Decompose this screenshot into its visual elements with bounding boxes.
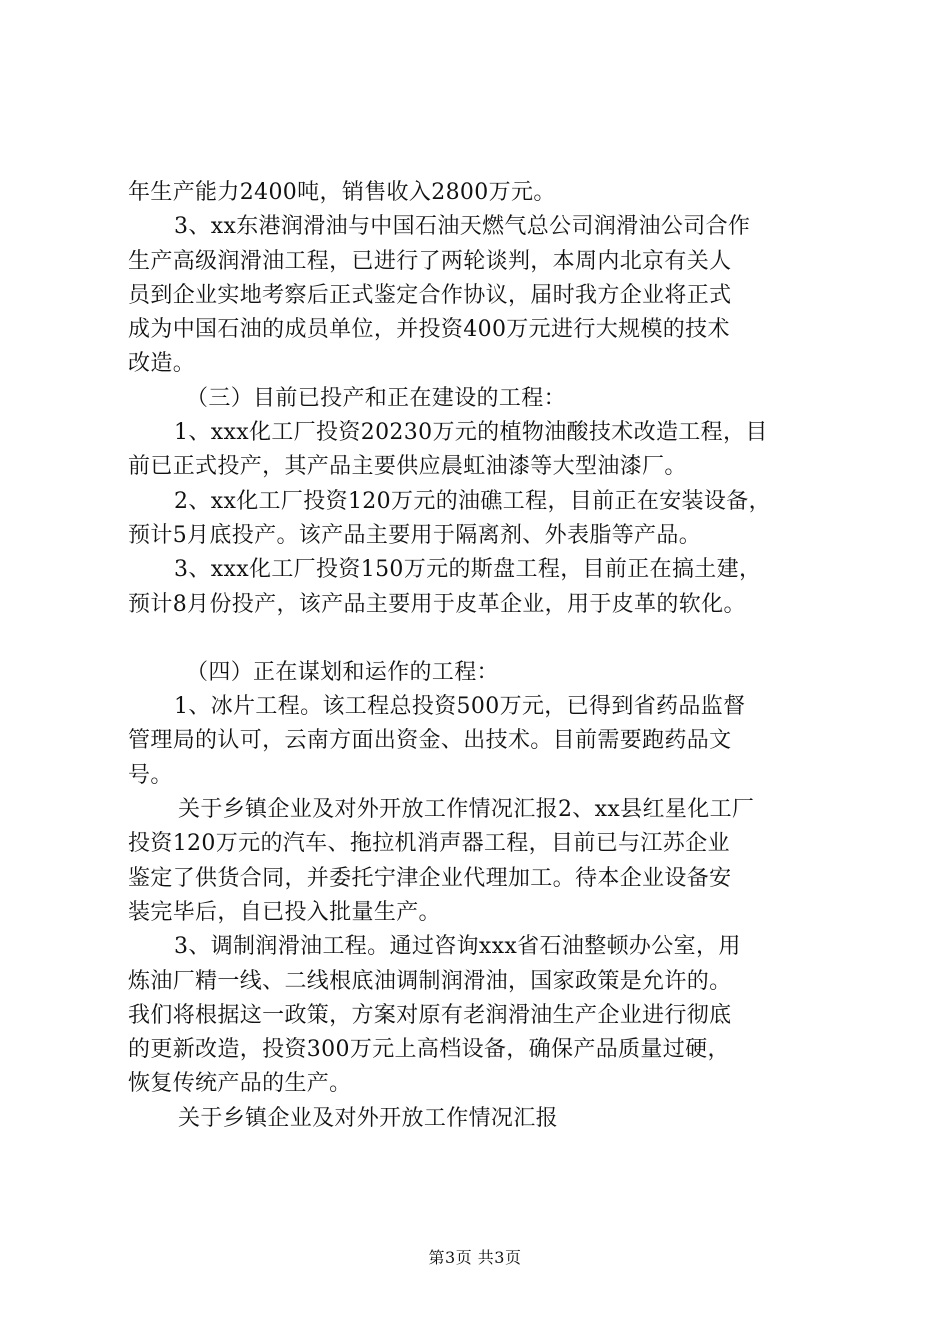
paragraph-line: 3、xxx化工厂投资150万元的斯盘工程，目前正在搞土建， xyxy=(174,557,762,583)
paragraph-line: 1、冰片工程。该工程总投资500万元，已得到省药品监督 xyxy=(174,694,746,720)
paragraph-line: 预计8月份投产，该产品主要用于皮革企业，用于皮革的软化。 xyxy=(128,591,746,617)
paragraph-line: 我们将根据这一政策，方案对原有老润滑油生产企业进行彻底 xyxy=(128,1002,732,1028)
section-heading: （三）目前已投产和正在建设的工程： xyxy=(186,385,566,411)
paragraph-line: 预计5月底投产。该产品主要用于隔离剂、外表脂等产品。 xyxy=(128,522,702,548)
paragraph-line: 恢复传统产品的生产。 xyxy=(128,1071,352,1097)
paragraph-line: 改造。 xyxy=(128,351,196,377)
paragraph-line: 关于乡镇企业及对外开放工作情况汇报2、xx县红星化工厂 xyxy=(178,797,755,823)
paragraph-line: 关于乡镇企业及对外开放工作情况汇报 xyxy=(178,1105,558,1131)
paragraph-line: 投资120万元的汽车、拖拉机消声器工程，目前已与江苏企业 xyxy=(128,831,730,857)
paragraph-line: 3、调制润滑油工程。通过咨询xxx省石油整顿办公室，用 xyxy=(174,934,741,960)
page-number-footer: 第3页 共3页 xyxy=(428,1248,522,1267)
paragraph-line: 员到企业实地考察后正式鉴定合作协议，届时我方企业将正式 xyxy=(128,282,732,308)
paragraph-line: 的更新改造，投资300万元上高档设备，确保产品质量过硬， xyxy=(128,1037,730,1063)
paragraph-line: 前已正式投产，其产品主要供应晨虹油漆等大型油漆厂。 xyxy=(128,454,687,480)
paragraph-line: 装完毕后，自已投入批量生产。 xyxy=(128,899,441,925)
paragraph-line: 管理局的认可，云南方面出资金、出技术。目前需要跑药品文 xyxy=(128,728,732,754)
paragraph-line: 3、xx东港润滑油与中国石油天燃气总公司润滑油公司合作 xyxy=(174,214,751,240)
document-body xyxy=(128,176,850,1136)
paragraph-line: 成为中国石油的成员单位，并投资400万元进行大规模的技术 xyxy=(128,317,730,343)
paragraph-line: 号。 xyxy=(128,762,173,788)
paragraph-line: 生产高级润滑油工程，已进行了两轮谈判，本周内北京有关人 xyxy=(128,248,732,274)
section-heading: （四）正在谋划和运作的工程： xyxy=(186,659,499,685)
paragraph-line: 鉴定了供货合同，并委托宁津企业代理加工。待本企业设备安 xyxy=(128,865,732,891)
paragraph-line: 炼油厂精一线、二线根底油调制润滑油，国家政策是允许的。 xyxy=(128,968,732,994)
paragraph-line: 年生产能力2400吨，销售收入2800万元。 xyxy=(128,180,556,205)
blank-line xyxy=(128,622,850,656)
paragraph-line: 2、xx化工厂投资120万元的油礁工程，目前正在安装设备， xyxy=(174,488,771,514)
paragraph-line: 1、xxx化工厂投资20230万元的植物油酸技术改造工程，目 xyxy=(174,420,768,446)
